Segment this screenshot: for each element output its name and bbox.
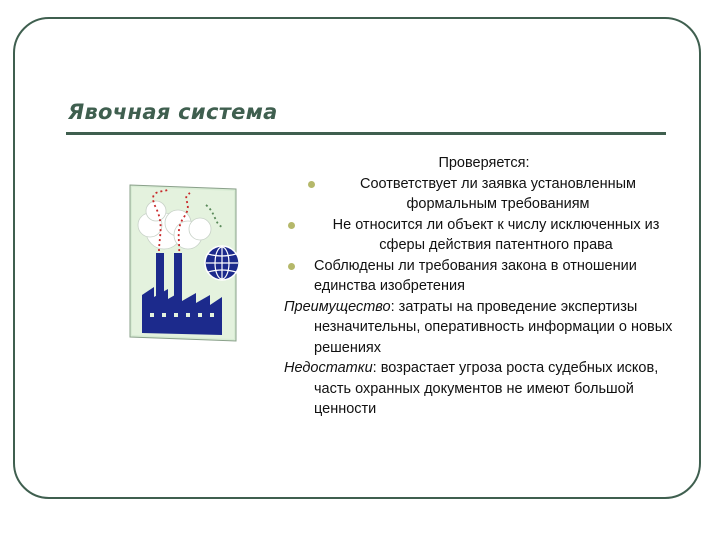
disadvantage-label: Недостатки [284, 360, 373, 376]
advantage-label: Преимущество [284, 298, 391, 315]
disadvantage-text: : возрастает угроза роста судебных исков, часть охранных документов не имеют большой ценности [314, 360, 659, 417]
list-item-text: Соблюдены ли требования закона в отношении единства изобретения [314, 257, 637, 294]
disadvantage-paragraph [284, 358, 684, 420]
dot-icon [308, 181, 315, 188]
advantage-text: : затраты на проведение экспертизы незначительны, оперативность информации о новых решениях [314, 298, 673, 356]
slide-body [284, 153, 684, 420]
intro-text: Проверяется: [438, 155, 530, 171]
list-item [284, 174, 684, 215]
title-underline [66, 132, 666, 135]
list-item-text: Не относится ли объект к числу исключенных из сферы действия патентного права [332, 216, 660, 253]
dot-icon [288, 263, 295, 270]
slide-title: Явочная система [68, 100, 278, 124]
advantage-paragraph [284, 297, 684, 359]
list-item [284, 256, 684, 297]
list-item [284, 215, 684, 256]
list-item-text: Соответствует ли заявка установленным формальным требованиям [359, 175, 636, 212]
factory-globe-icon [126, 183, 240, 343]
dot-icon [288, 222, 295, 229]
